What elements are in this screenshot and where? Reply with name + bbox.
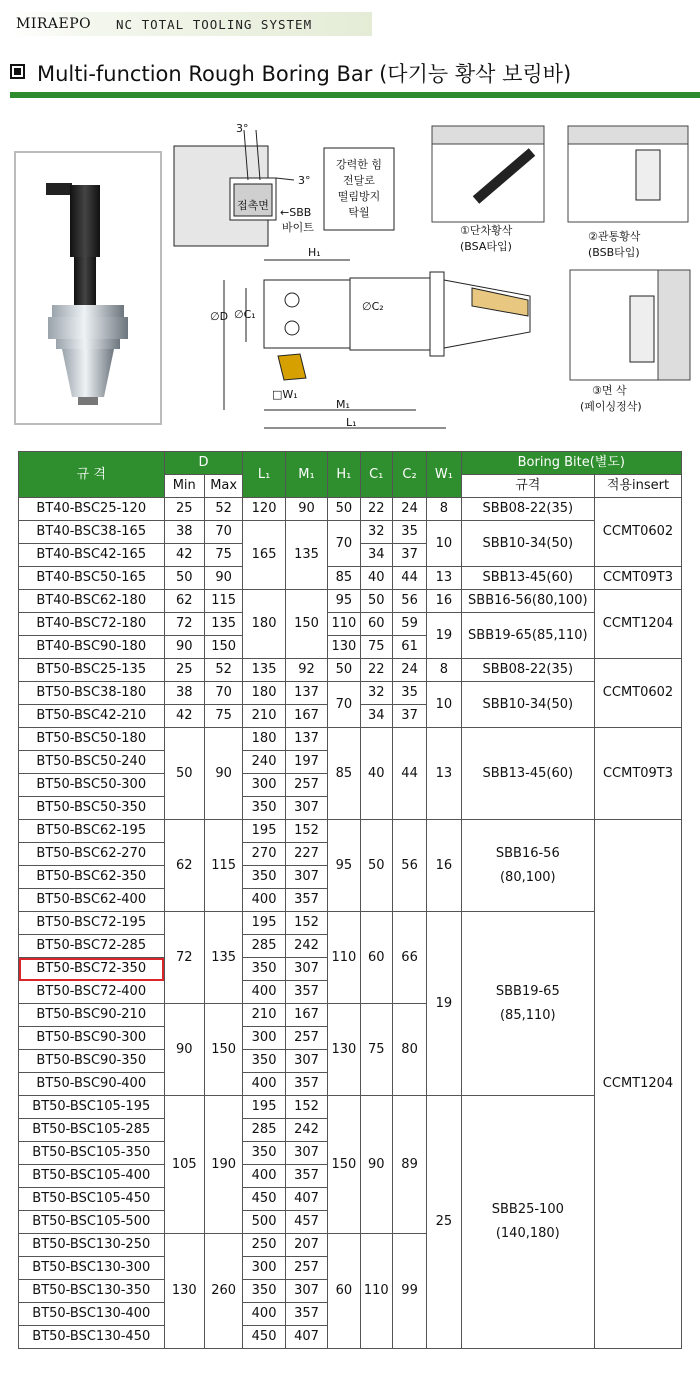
cell-l1: 350	[243, 797, 285, 820]
cell-m1: 257	[285, 774, 327, 797]
cell-l1: 195	[243, 1096, 285, 1119]
cell-m1: 457	[285, 1211, 327, 1234]
callout-line-1: 강력한 힘	[335, 158, 383, 171]
cell-l1: 300	[243, 1257, 285, 1280]
dim-c1: ∅C₁	[234, 308, 256, 321]
callout-line-2: 전달로	[343, 174, 375, 187]
dim-h1: H₁	[308, 246, 321, 259]
cell-m1: 307	[285, 797, 327, 820]
table-row	[19, 728, 682, 751]
cell-c1: 50	[360, 590, 392, 613]
row-code: BT50-BSC72-400	[19, 981, 165, 1004]
table-row	[19, 567, 682, 590]
col-bite: Boring Bite(별도)	[461, 452, 681, 475]
row-code: BT40-BSC72-180	[19, 613, 165, 636]
cell-bite	[461, 1096, 594, 1349]
product-photo	[14, 151, 162, 425]
cell-dmin: 90	[164, 1004, 204, 1096]
cell-c1: 22	[360, 498, 392, 521]
row-code: BT50-BSC42-210	[19, 705, 165, 728]
cell-bite: SBB08-22(35)	[461, 498, 594, 521]
cell-dmax: 90	[204, 728, 242, 820]
row-code: BT40-BSC62-180	[19, 590, 165, 613]
cell-h1: 95	[328, 590, 360, 613]
cell-m1: 90	[285, 498, 327, 521]
dim-d: ∅D	[210, 310, 229, 323]
cell-m1: 167	[285, 705, 327, 728]
row-code: BT50-BSC105-195	[19, 1096, 165, 1119]
cell-c2: 99	[392, 1234, 426, 1349]
cell-l1: 400	[243, 981, 285, 1004]
row-code: BT50-BSC90-300	[19, 1027, 165, 1050]
row-code: BT40-BSC25-120	[19, 498, 165, 521]
cell-l1: 400	[243, 1303, 285, 1326]
col-d: D	[164, 452, 243, 475]
table-row	[19, 912, 682, 935]
cell-bite: SBB16-56(80,100)	[461, 590, 594, 613]
mode2-label-1: ②관통황삭	[588, 230, 641, 243]
cell-h1: 110	[328, 912, 360, 1004]
cell-w1: 19	[427, 613, 461, 659]
cell-l1: 350	[243, 1280, 285, 1303]
cell-bite: SBB10-34(50)	[461, 521, 594, 567]
mode2-label-2: (BSB타입)	[588, 246, 640, 259]
cell-m1: 357	[285, 889, 327, 912]
cell-l1: 165	[243, 521, 285, 590]
cell-dmax: 115	[204, 590, 242, 613]
page-title-text: Multi-function Rough Boring Bar (다기능 황삭 보링바)	[37, 62, 572, 86]
row-code: BT50-BSC50-240	[19, 751, 165, 774]
mode1-label-2: (BSA타입)	[460, 240, 512, 253]
callout-line-4: 탁월	[348, 206, 370, 219]
cell-h1: 50	[328, 659, 360, 682]
cell-c2: 56	[392, 820, 426, 912]
cell-dmax: 260	[204, 1234, 242, 1349]
cell-c2: 37	[392, 544, 426, 567]
mode-sketches	[432, 126, 690, 413]
cell-m1: 152	[285, 820, 327, 843]
boring-bar-photo-icon	[16, 153, 160, 423]
cell-insert: CCMT0602	[595, 498, 682, 567]
bite-spec-line-2: (140,180)	[495, 1226, 560, 1241]
bite-detail-diagram	[174, 122, 394, 246]
mode1-label-1: ①단차황삭	[460, 224, 513, 237]
cell-l1: 350	[243, 958, 285, 981]
cell-h1: 130	[328, 1004, 360, 1096]
dim-c2: ∅C₂	[362, 300, 384, 313]
cell-c2: 66	[392, 912, 426, 1004]
row-code: BT50-BSC130-400	[19, 1303, 165, 1326]
bite-label: 바이트	[282, 221, 314, 234]
col-h1: H₁	[328, 452, 360, 498]
cell-bite: SBB13-45(60)	[461, 728, 594, 820]
row-code: BT50-BSC62-195	[19, 820, 165, 843]
cell-m1: 207	[285, 1234, 327, 1257]
cell-l1: 270	[243, 843, 285, 866]
col-m1: M₁	[285, 452, 327, 498]
cell-h1: 95	[328, 820, 360, 912]
row-code: BT50-BSC50-180	[19, 728, 165, 751]
cell-c1: 40	[360, 728, 392, 820]
col-bite-spec: 규격	[461, 475, 594, 498]
cell-m1: 257	[285, 1027, 327, 1050]
cell-m1: 307	[285, 1142, 327, 1165]
bite-spec-line-2: (85,110)	[499, 1007, 556, 1023]
cell-c1: 60	[360, 912, 392, 1004]
row-code: BT50-BSC62-400	[19, 889, 165, 912]
cell-w1: 13	[427, 728, 461, 820]
cell-insert: CCMT0602	[595, 659, 682, 728]
header-band	[10, 12, 372, 36]
cell-dmax: 52	[204, 498, 242, 521]
cell-dmin: 62	[164, 820, 204, 912]
cell-insert: CCMT1204	[595, 590, 682, 659]
table-row	[19, 590, 682, 613]
cell-dmax: 90	[204, 567, 242, 590]
row-code: BT50-BSC72-285	[19, 935, 165, 958]
row-code-highlighted[interactable]: BT50-BSC72-350	[19, 958, 165, 981]
bite-spec-line-1: SBB25-100	[491, 1202, 564, 1217]
cell-l1: 180	[243, 682, 285, 705]
table-row	[19, 1096, 682, 1119]
cell-c1: 50	[360, 820, 392, 912]
row-code: BT50-BSC50-300	[19, 774, 165, 797]
cell-c2: 80	[392, 1004, 426, 1096]
row-code: BT50-BSC62-270	[19, 843, 165, 866]
cell-c1: 34	[360, 705, 392, 728]
cell-m1: 307	[285, 958, 327, 981]
cell-m1: 357	[285, 1165, 327, 1188]
cell-bite: SBB10-34(50)	[461, 682, 594, 728]
cell-h1: 50	[328, 498, 360, 521]
sbb-label: ←SBB	[280, 206, 312, 219]
cell-l1: 285	[243, 935, 285, 958]
cell-bite: SBB19-65(85,110)	[461, 613, 594, 659]
spec-table	[18, 451, 682, 1349]
cell-m1: 137	[285, 728, 327, 751]
cell-dmin: 90	[164, 636, 204, 659]
cell-c1: 40	[360, 567, 392, 590]
contact-face-label: 접촉면	[237, 199, 269, 212]
cell-h1: 85	[328, 728, 360, 820]
cell-l1: 400	[243, 1073, 285, 1096]
cell-l1: 135	[243, 659, 285, 682]
cell-c2: 44	[392, 728, 426, 820]
cell-m1: 357	[285, 1303, 327, 1326]
cell-l1: 400	[243, 889, 285, 912]
row-code: BT50-BSC130-250	[19, 1234, 165, 1257]
cell-l1: 195	[243, 912, 285, 935]
row-code: BT50-BSC50-350	[19, 797, 165, 820]
cell-c2: 35	[392, 682, 426, 705]
cell-c2: 44	[392, 567, 426, 590]
cell-c1: 75	[360, 636, 392, 659]
col-w1: W₁	[427, 452, 461, 498]
bite-spec-line-1: SBB19-65	[495, 983, 560, 999]
cell-c2: 89	[392, 1096, 426, 1234]
cell-dmax: 135	[204, 613, 242, 636]
row-code: BT50-BSC25-135	[19, 659, 165, 682]
cell-bite	[461, 820, 594, 912]
cell-dmin: 42	[164, 544, 204, 567]
cell-w1: 16	[427, 820, 461, 912]
cell-dmax: 190	[204, 1096, 242, 1234]
cell-c1: 75	[360, 1004, 392, 1096]
cell-dmax: 75	[204, 705, 242, 728]
cell-c1: 90	[360, 1096, 392, 1234]
cell-dmax: 150	[204, 636, 242, 659]
cell-h1: 110	[328, 613, 360, 636]
cell-l1: 210	[243, 705, 285, 728]
dim-w1: □W₁	[272, 388, 298, 401]
cell-m1: 152	[285, 1096, 327, 1119]
col-d-max: Max	[204, 475, 242, 498]
technical-diagram	[160, 110, 700, 440]
cell-w1: 13	[427, 567, 461, 590]
cell-c2: 37	[392, 705, 426, 728]
cell-m1: 407	[285, 1326, 327, 1349]
cell-l1: 285	[243, 1119, 285, 1142]
cell-dmax: 70	[204, 521, 242, 544]
cell-w1: 25	[427, 1096, 461, 1349]
cell-m1: 357	[285, 981, 327, 1004]
cell-dmin: 38	[164, 682, 204, 705]
cell-c2: 59	[392, 613, 426, 636]
row-code: BT50-BSC130-300	[19, 1257, 165, 1280]
row-code: BT40-BSC42-165	[19, 544, 165, 567]
cell-c1: 32	[360, 521, 392, 544]
cell-l1: 450	[243, 1326, 285, 1349]
cell-w1: 10	[427, 682, 461, 728]
cell-dmin: 72	[164, 912, 204, 1004]
cell-c2: 24	[392, 498, 426, 521]
cell-l1: 210	[243, 1004, 285, 1027]
row-code: BT50-BSC38-180	[19, 682, 165, 705]
row-code: BT50-BSC72-195	[19, 912, 165, 935]
cell-m1: 307	[285, 1280, 327, 1303]
cell-l1: 240	[243, 751, 285, 774]
cell-c1: 32	[360, 682, 392, 705]
cell-m1: 167	[285, 1004, 327, 1027]
cell-m1: 135	[285, 521, 327, 590]
cell-dmin: 50	[164, 728, 204, 820]
cell-c2: 24	[392, 659, 426, 682]
row-code: BT40-BSC50-165	[19, 567, 165, 590]
cell-l1: 250	[243, 1234, 285, 1257]
callout-line-3: 떨림방지	[337, 190, 381, 203]
cell-h1: 150	[328, 1096, 360, 1234]
cell-m1: 227	[285, 843, 327, 866]
cell-bite: SBB08-22(35)	[461, 659, 594, 682]
cell-m1: 137	[285, 682, 327, 705]
cell-w1: 8	[427, 498, 461, 521]
cell-c2: 61	[392, 636, 426, 659]
cell-h1: 130	[328, 636, 360, 659]
cell-dmax: 150	[204, 1004, 242, 1096]
cell-l1: 180	[243, 728, 285, 751]
col-insert: 적용insert	[595, 475, 682, 498]
cell-c1: 22	[360, 659, 392, 682]
cell-m1: 307	[285, 866, 327, 889]
cell-m1: 242	[285, 935, 327, 958]
cell-dmin: 25	[164, 498, 204, 521]
cell-l1: 180	[243, 590, 285, 659]
cell-c1: 34	[360, 544, 392, 567]
cell-l1: 120	[243, 498, 285, 521]
table-row	[19, 521, 682, 544]
col-l1: L₁	[243, 452, 285, 498]
cell-c2: 56	[392, 590, 426, 613]
cell-c1: 110	[360, 1234, 392, 1349]
row-code: BT50-BSC105-350	[19, 1142, 165, 1165]
row-code: BT50-BSC90-400	[19, 1073, 165, 1096]
cell-dmax: 135	[204, 912, 242, 1004]
cell-m1: 92	[285, 659, 327, 682]
cell-dmax: 70	[204, 682, 242, 705]
cell-w1: 16	[427, 590, 461, 613]
cell-w1: 10	[427, 521, 461, 567]
col-spec: 규 격	[19, 452, 165, 498]
row-code: BT40-BSC90-180	[19, 636, 165, 659]
table-row	[19, 682, 682, 705]
system-name: NC TOTAL TOOLING SYSTEM	[116, 17, 313, 32]
row-code: BT50-BSC62-350	[19, 866, 165, 889]
cell-dmin: 25	[164, 659, 204, 682]
mode3-label-1: ③면 삭	[592, 384, 627, 397]
cell-h1: 85	[328, 567, 360, 590]
brand-name: MIRAEPO	[16, 16, 92, 32]
cell-dmin: 50	[164, 567, 204, 590]
cell-l1: 400	[243, 1165, 285, 1188]
side-view-diagram	[210, 246, 530, 429]
col-d-min: Min	[164, 475, 204, 498]
cell-c1: 60	[360, 613, 392, 636]
mode3-label-2: (페이싱정삭)	[580, 400, 642, 413]
cell-m1: 150	[285, 590, 327, 659]
cell-l1: 300	[243, 774, 285, 797]
cell-m1: 257	[285, 1257, 327, 1280]
cell-l1: 300	[243, 1027, 285, 1050]
row-code: BT50-BSC105-400	[19, 1165, 165, 1188]
angle-label-2: 3°	[298, 174, 311, 187]
cell-l1: 195	[243, 820, 285, 843]
table-row	[19, 659, 682, 682]
dim-l1: L₁	[346, 416, 357, 429]
angle-label-1: 3°	[236, 122, 249, 135]
cell-l1: 500	[243, 1211, 285, 1234]
page-title	[10, 58, 571, 88]
row-code: BT50-BSC90-350	[19, 1050, 165, 1073]
table-row	[19, 820, 682, 843]
cell-dmin: 130	[164, 1234, 204, 1349]
cell-m1: 242	[285, 1119, 327, 1142]
row-code: BT50-BSC130-450	[19, 1326, 165, 1349]
row-code: BT50-BSC90-210	[19, 1004, 165, 1027]
cell-w1: 19	[427, 912, 461, 1096]
cell-insert: CCMT1204	[595, 820, 682, 1349]
col-c1: C₁	[360, 452, 392, 498]
cell-dmin: 62	[164, 590, 204, 613]
cell-insert: CCMT09T3	[595, 728, 682, 820]
cell-l1: 350	[243, 866, 285, 889]
cell-h1: 60	[328, 1234, 360, 1349]
bite-spec-line-1: SBB16-56	[495, 845, 560, 861]
cell-h1: 70	[328, 682, 360, 728]
cell-insert: CCMT09T3	[595, 567, 682, 590]
cell-dmax: 52	[204, 659, 242, 682]
table-row	[19, 498, 682, 521]
cell-m1: 307	[285, 1050, 327, 1073]
cell-bite	[461, 912, 594, 1096]
col-c2: C₂	[392, 452, 426, 498]
cell-dmin: 105	[164, 1096, 204, 1234]
cell-m1: 407	[285, 1188, 327, 1211]
cell-bite: SBB13-45(60)	[461, 567, 594, 590]
dim-m1: M₁	[336, 398, 350, 411]
row-code: BT50-BSC105-500	[19, 1211, 165, 1234]
cell-dmin: 72	[164, 613, 204, 636]
title-divider	[10, 92, 700, 98]
cell-dmax: 115	[204, 820, 242, 912]
row-code: BT50-BSC130-350	[19, 1280, 165, 1303]
cell-w1: 8	[427, 659, 461, 682]
cell-m1: 197	[285, 751, 327, 774]
cell-m1: 152	[285, 912, 327, 935]
cell-m1: 357	[285, 1073, 327, 1096]
square-bullet-icon	[10, 64, 25, 79]
cell-c2: 35	[392, 521, 426, 544]
row-code: BT50-BSC105-285	[19, 1119, 165, 1142]
cell-l1: 350	[243, 1142, 285, 1165]
table-row	[19, 613, 682, 636]
bite-spec-line-2: (80,100)	[499, 869, 556, 885]
row-code: BT40-BSC38-165	[19, 521, 165, 544]
cell-dmax: 75	[204, 544, 242, 567]
cell-l1: 450	[243, 1188, 285, 1211]
cell-dmin: 42	[164, 705, 204, 728]
cell-dmin: 38	[164, 521, 204, 544]
row-code: BT50-BSC105-450	[19, 1188, 165, 1211]
cell-h1: 70	[328, 521, 360, 567]
cell-l1: 350	[243, 1050, 285, 1073]
